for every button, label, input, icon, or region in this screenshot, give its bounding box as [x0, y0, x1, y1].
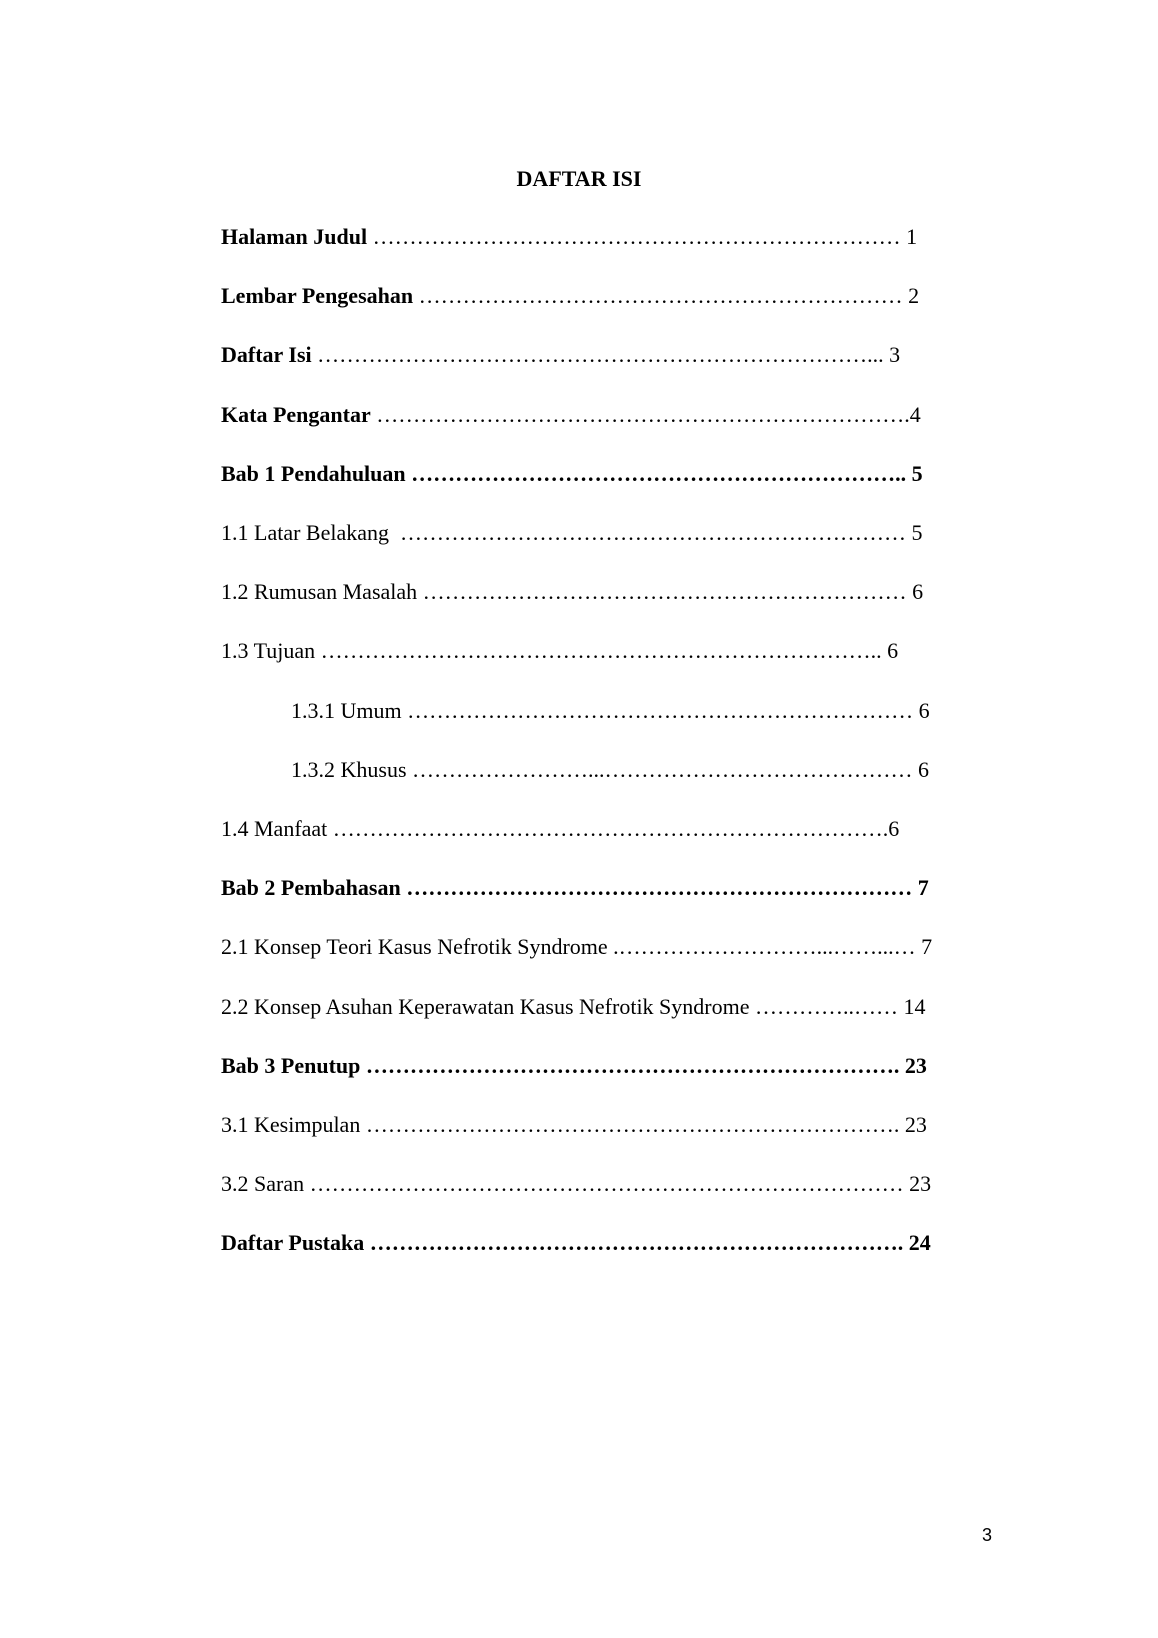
toc-entry-title: Halaman Judul — [221, 224, 368, 249]
toc-entry-title: 1.4 Manfaat — [221, 816, 328, 841]
toc-entry — [221, 875, 929, 901]
toc-entry-leader: ………………………………………………………………. — [360, 1053, 905, 1078]
toc-entry-title: 3.2 Saran — [221, 1171, 305, 1196]
toc-entry-title: 1.3 Tujuan — [221, 638, 316, 663]
toc-entry — [221, 1112, 927, 1138]
toc-entry — [221, 461, 923, 487]
toc-entry — [221, 283, 919, 309]
toc-entry — [221, 1053, 927, 1079]
toc-entry-page: 4 — [909, 402, 921, 427]
toc-entry — [291, 757, 929, 783]
toc-entry-leader: …………………………………………………………………. — [327, 816, 889, 841]
toc-entry-leader: ………………………………………………………… — [417, 579, 913, 604]
toc-entry — [221, 579, 923, 605]
toc-entry-page: 1 — [906, 224, 918, 249]
toc-entry — [221, 1171, 931, 1197]
toc-entry — [221, 520, 923, 546]
toc-entry-leader: ………………………………………………………….. — [405, 461, 912, 486]
toc-entry-title: Kata Pengantar — [221, 402, 371, 427]
toc-entry-page: 6 — [887, 638, 899, 663]
toc-entry-leader: …………………………………………………………… — [401, 698, 919, 723]
toc-entry-title: 2.2 Konsep Asuhan Keperawatan Kasus Nefrotik Syndrome — [221, 994, 750, 1019]
toc-entry-page: 23 — [904, 1053, 927, 1078]
toc-entry-page: 7 — [917, 875, 929, 900]
toc-entry-page: 2 — [908, 283, 920, 308]
toc-entry-leader: ………………………………………………………………. — [370, 402, 910, 427]
toc-entry-leader: ……………………………………………………………………… — [304, 1171, 910, 1196]
toc-entry-title: 1.2 Rumusan Masalah — [221, 579, 418, 604]
toc-entry-leader: ………………………………………………………… — [413, 283, 909, 308]
toc-entry-title: Bab 1 Pendahuluan — [221, 461, 406, 486]
toc-entry-leader: ……………………………………………………………… — [367, 224, 907, 249]
toc-entry-page: 6 — [918, 698, 930, 723]
toc-entry — [221, 638, 898, 664]
toc-entry-leader: .………………………...……...… — [607, 934, 922, 959]
toc-entry-page: 23 — [909, 1171, 932, 1196]
toc-entry-leader: …………..…… — [749, 994, 904, 1019]
toc-entry — [221, 934, 932, 960]
toc-entry-leader: …………………………………………………………………... — [311, 342, 890, 367]
toc-entry — [221, 224, 917, 250]
toc-entry-leader: ………………………………………………………………. — [364, 1230, 909, 1255]
toc-entry-page: 24 — [908, 1230, 931, 1255]
toc-entry-leader: ……………………...…………………………………… — [406, 757, 919, 782]
toc-entry — [221, 816, 899, 842]
toc-entry-leader: …………………………………………………………… — [394, 520, 912, 545]
toc-entry-leader: ………………………………………………………………….. — [315, 638, 888, 663]
toc-entry-title: 3.1 Kesimpulan — [221, 1112, 361, 1137]
toc-entry-page: 5 — [911, 520, 923, 545]
toc-entry-page: 3 — [889, 342, 901, 367]
toc-entry-leader: ………………………………………………………………. — [360, 1112, 905, 1137]
toc-entry-page: 5 — [911, 461, 923, 486]
toc-entry-title: Daftar Isi — [221, 342, 312, 367]
toc-entry-title: Daftar Pustaka — [221, 1230, 365, 1255]
toc-entry-title: Lembar Pengesahan — [221, 283, 414, 308]
toc-entry-leader: …………………………………………………………… — [400, 875, 918, 900]
toc-entry-page: 6 — [918, 757, 930, 782]
page-number: 3 — [982, 1525, 993, 1545]
toc-entry-title: 2.1 Konsep Teori Kasus Nefrotik Syndrome — [221, 934, 608, 959]
toc-entry-page: 6 — [912, 579, 924, 604]
toc-entry-title: 1.3.1 Umum — [291, 698, 402, 723]
toc-entry — [291, 698, 930, 724]
toc-entry-title: Bab 2 Pembahasan — [221, 875, 401, 900]
toc-entry-page: 6 — [888, 816, 900, 841]
toc-entry-title: 1.3.2 Khusus — [291, 757, 407, 782]
toc-entry-page: 14 — [903, 994, 926, 1019]
toc-entry — [221, 1230, 931, 1256]
page-title: DAFTAR ISI — [516, 166, 642, 191]
toc-entry-title: Bab 3 Penutup — [221, 1053, 361, 1078]
toc-entry-page: 23 — [904, 1112, 927, 1137]
toc-entry — [221, 342, 900, 368]
toc-entry — [221, 994, 926, 1020]
toc-entry-title: 1.1 Latar Belakang — [221, 520, 395, 545]
toc-entry-page: 7 — [921, 934, 933, 959]
toc-entry — [221, 402, 921, 428]
